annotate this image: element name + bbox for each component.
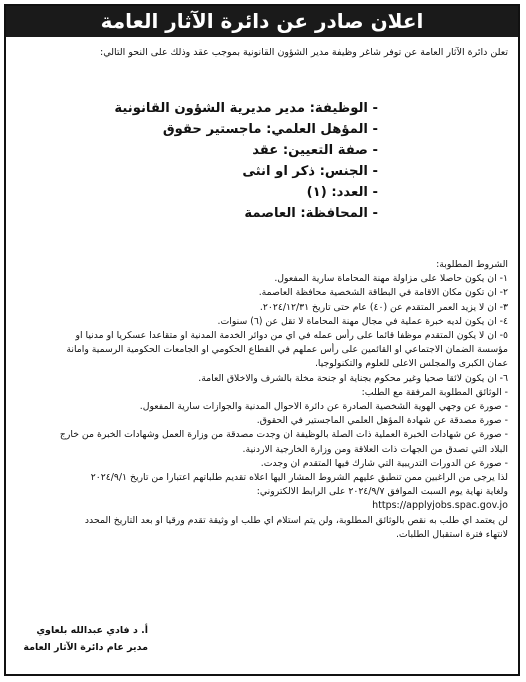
job-title-line: - الوظيفة: مدير مديرية الشؤون القانونية — [114, 101, 378, 116]
announcement-header — [6, 6, 518, 37]
document-4: - صورة عن الدورات التدريبية التي شارك فيها المتقدم ان وجدت. — [260, 457, 508, 469]
condition-4: ٤- ان يكون لديه خبرة عملية في مجال مهنة المحاماة لا تقل عن (٦) سنوات. — [217, 315, 508, 327]
document-2: - صورة مصدقة عن شهادة المؤهل العلمي الماجستير في الحقوق. — [256, 415, 508, 427]
gender-line: - الجنس: ذكر او انثى — [242, 164, 378, 179]
announcement-frame — [4, 4, 520, 676]
condition-5-line-1: ٥- ان لا يكون المتقدم موظفا قائما على رأس عمله في اي من دوائر الخدمة المدنية او متقاعدا عسكريا او مدنيا او — [75, 330, 508, 342]
announcement-title: اعلان صادر عن دائرة الآثار العامة — [100, 9, 424, 33]
signatory-title: مدير عام دائرة الآثار العامة — [23, 642, 148, 653]
application-period-line-1: لذا يرجى من الراغبين ممن تنطبق عليهم الشروط المشار اليها اعلاه تقديم طلباتهم اعتبارا من تاريخ ٢٠٢٤/٩/١ — [90, 472, 508, 484]
document-1: - صورة عن وجهي الهوية الشخصية الصادرة عن دائرة الاحوال المدنية والجوازات سارية المفعول. — [139, 401, 508, 413]
governorate-line: - المحافظة: العاصمة — [244, 206, 378, 221]
signatory-name: أ. د فادي عبدالله بلعاوي — [36, 625, 148, 636]
appointment-type-line: - صفة التعيين: عقد — [252, 143, 378, 158]
condition-5-line-2: مؤسسة الضمان الاجتماعي او القائمين على رأس عملهم في القطاع الحكومي او الجامعات الحكومية الرسمية وامانة — [66, 344, 508, 356]
application-period-line-2: ولغاية نهاية يوم السبت الموافق ٢٠٢٤/٩/٧ على الرابط الالكتروني: — [256, 486, 508, 498]
intro-paragraph: تعلن دائرة الآثار العامة عن توفر شاغر وظيفة مدير الشؤون القانونية بموجب عقد وذلك على النحو التالي: — [100, 47, 508, 58]
count-line: - العدد: (١) — [306, 185, 378, 200]
condition-6: ٦- ان يكون لائقا صحيا وغير محكوم بجناية او جنحة مخلة بالشرف والاخلاق العامة. — [198, 372, 508, 384]
application-link[interactable]: https://applyjobs.spac.gov.jo — [372, 500, 508, 512]
conditions-section — [16, 258, 508, 542]
documents-heading: - الوثائق المطلوبة المرفقة مع الطلب: — [361, 386, 508, 398]
document-3-line-2: البلاد التي تصدق من الجهات ذات العلاقة ومن وزارة الخارجية الاردنية. — [242, 443, 508, 455]
condition-5-line-3: عمان الكبرى والمجلس الاعلى للعلوم والتكنولوجيا. — [314, 358, 508, 370]
signature-block — [18, 622, 148, 656]
conditions-heading: الشروط المطلوبة: — [436, 259, 508, 270]
closing-line-2: لانتهاء فترة استقبال الطلبات. — [395, 528, 508, 540]
qualification-line: - المؤهل العلمي: ماجستير حقوق — [162, 122, 378, 137]
document-3-line-1: - صورة عن شهادات الخبرة العملية ذات الصلة بالوظيفة ان وجدت مصدقة من وزارة العمل وشهادات الخبرة من خارج — [59, 429, 508, 441]
condition-3: ٣- ان لا يزيد العمر المتقدم عن (٤٠) عام حتى تاريخ ٢٠٢٤/١٢/٣١. — [259, 301, 508, 313]
job-specification — [114, 98, 378, 224]
condition-1: ١- ان يكون حاصلا على مزاولة مهنة المحاماة سارية المفعول. — [274, 273, 508, 285]
condition-2: ٢- ان تكون مكان الاقامة في البطاقة الشخصية محافظة العاصمة. — [258, 287, 508, 299]
closing-line-1: لن يعتمد اي طلب به نقص بالوثائق المطلوبة، ولن يتم استلام اي طلب او وثيقة تقدم ورقيا او بعد التاريخ المحدد — [84, 514, 508, 526]
